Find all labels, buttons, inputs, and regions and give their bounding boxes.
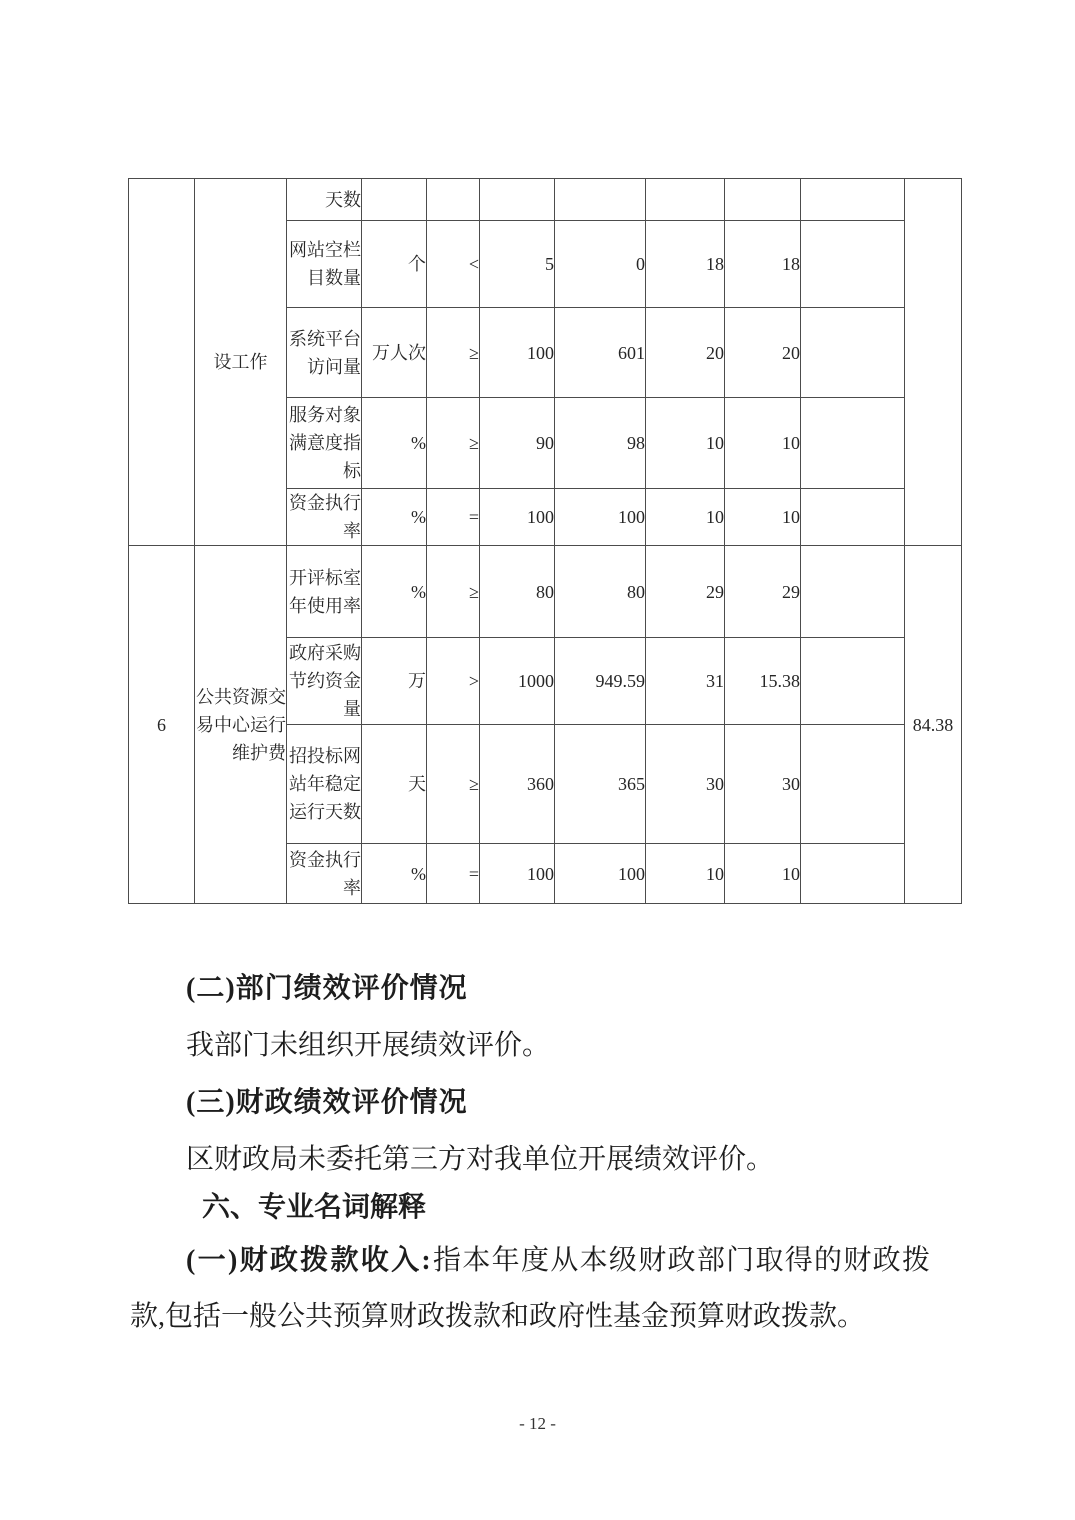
operator-cell [427,179,480,221]
score-cell: 20 [725,308,801,398]
score-cell: 10 [725,489,801,546]
total-score-cell: 84.38 [905,546,962,904]
weight-cell: 31 [646,638,725,725]
actual-value-cell: 80 [555,546,646,638]
actual-value-cell: 100 [555,489,646,546]
actual-value-cell: 365 [555,725,646,844]
operator-cell: < [427,221,480,308]
section-heading-two: (二)部门绩效评价情况 [186,973,468,1004]
unit-cell: % [362,546,427,638]
weight-cell: 10 [646,398,725,489]
note-cell [801,179,905,221]
unit-cell [362,179,427,221]
note-cell [801,725,905,844]
target-value-cell: 1000 [480,638,555,725]
table-row [129,179,962,221]
operator-cell: ≥ [427,308,480,398]
section-paragraph-two: 我部门未组织开展绩效评价。 [186,1030,551,1061]
actual-value-cell [555,179,646,221]
row-number-cell: 6 [129,546,195,904]
score-cell: 10 [725,398,801,489]
weight-cell: 10 [646,489,725,546]
target-value-cell: 90 [480,398,555,489]
target-value-cell: 80 [480,546,555,638]
indicator-name-cell: 开评标室年使用率 [287,546,362,638]
indicator-name-cell: 政府采购节约资金量 [287,638,362,725]
operator-cell: > [427,638,480,725]
weight-cell: 30 [646,725,725,844]
note-cell [801,638,905,725]
actual-value-cell: 98 [555,398,646,489]
score-cell: 18 [725,221,801,308]
score-cell: 29 [725,546,801,638]
actual-value-cell: 949.59 [555,638,646,725]
indicator-name-cell: 服务对象满意度指标 [287,398,362,489]
table-row [129,546,962,638]
actual-value-cell: 100 [555,844,646,904]
operator-cell: ≥ [427,725,480,844]
section-paragraph-three: 区财政局未委托第三方对我单位开展绩效评价。 [186,1144,775,1175]
indicator-name-cell: 招投标网站年稳定运行天数 [287,725,362,844]
definition-term: (一)财政拨款收入: [186,1245,432,1276]
indicator-name-cell: 资金执行率 [287,489,362,546]
performance-indicator-table [128,178,962,904]
target-value-cell: 100 [480,844,555,904]
unit-cell: 个 [362,221,427,308]
section-heading-six: 六、专业名词解释 [202,1191,427,1222]
actual-value-cell: 0 [555,221,646,308]
target-value-cell: 5 [480,221,555,308]
definition-text: 指本年度从本级财政部门取得的财政拨款,包括一般公共预算财政拨款和政府性基金预算财政拨款。 [130,1245,930,1332]
unit-cell: 天 [362,725,427,844]
target-value-cell: 360 [480,725,555,844]
note-cell [801,308,905,398]
unit-cell: % [362,398,427,489]
project-name-cell: 设工作 [195,179,287,546]
weight-cell [646,179,725,221]
score-cell: 30 [725,725,801,844]
indicator-name-cell: 网站空栏目数量 [287,221,362,308]
project-name-cell: 公共资源交易中心运行维护费 [195,546,287,904]
unit-cell: 万人次 [362,308,427,398]
row-number-cell [129,179,195,546]
operator-cell: ≥ [427,398,480,489]
page-number: - 12 - [519,1414,556,1433]
score-cell: 15.38 [725,638,801,725]
note-cell [801,489,905,546]
weight-cell: 10 [646,844,725,904]
target-value-cell: 100 [480,489,555,546]
indicator-name-cell: 天数 [287,179,362,221]
note-cell [801,844,905,904]
weight-cell: 29 [646,546,725,638]
target-value-cell [480,179,555,221]
target-value-cell: 100 [480,308,555,398]
note-cell [801,398,905,489]
operator-cell: ≥ [427,546,480,638]
operator-cell: = [427,844,480,904]
total-score-cell [905,179,962,546]
unit-cell: % [362,844,427,904]
note-cell [801,221,905,308]
indicator-name-cell: 系统平台访问量 [287,308,362,398]
score-cell [725,179,801,221]
definition-paragraph [130,1233,930,1345]
unit-cell: 万 [362,638,427,725]
weight-cell: 20 [646,308,725,398]
weight-cell: 18 [646,221,725,308]
operator-cell: = [427,489,480,546]
section-heading-three: (三)财政绩效评价情况 [186,1087,468,1118]
indicator-name-cell: 资金执行率 [287,844,362,904]
score-cell: 10 [725,844,801,904]
actual-value-cell: 601 [555,308,646,398]
unit-cell: % [362,489,427,546]
note-cell [801,546,905,638]
